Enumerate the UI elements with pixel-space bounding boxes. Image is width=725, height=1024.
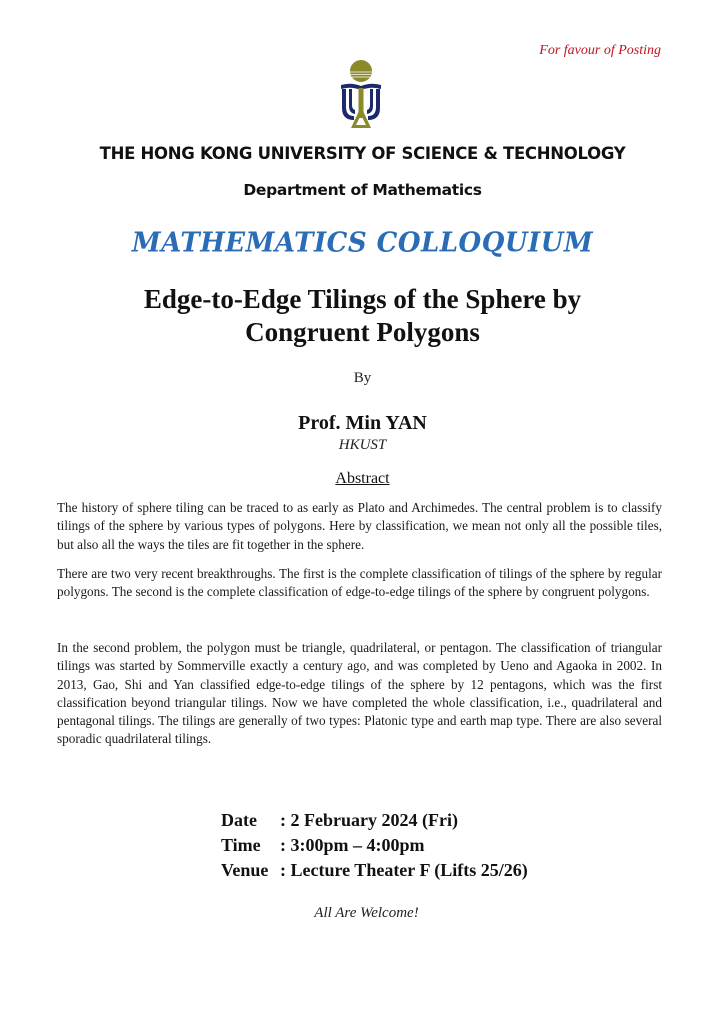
event-details: [221, 808, 528, 883]
welcome-note: All Are Welcome!: [314, 905, 419, 921]
hkust-logo-icon: [337, 58, 385, 130]
time-label: Time: [221, 835, 261, 855]
university-name: THE HONG KONG UNIVERSITY OF SCIENCE & TECHNOLOGY: [99, 144, 626, 163]
talk-title: [0, 283, 725, 349]
by-label: By: [353, 370, 372, 386]
time-value: : 3:00pm – 4:00pm: [280, 835, 425, 855]
venue-row: [221, 858, 528, 883]
posting-note: For favour of Posting: [539, 43, 661, 58]
department-name: Department of Mathematics: [243, 181, 482, 199]
time-row: [221, 833, 528, 858]
talk-title-line1: Edge-to-Edge Tilings of the Sphere by: [143, 284, 582, 314]
date-value: : 2 February 2024 (Fri): [280, 810, 458, 830]
speaker-affiliation: HKUST: [338, 437, 387, 453]
abstract-paragraph-2: There are two very recent breakthroughs. The first is the complete classification of tilings of the sphere by regular polygons. The second is the complete classification of edge-to-edge tilings of the sphere by congruent polygons.: [57, 566, 662, 600]
venue-value: : Lecture Theater F (Lifts 25/26): [280, 860, 528, 880]
talk-title-line2: Congruent Polygons: [245, 317, 480, 347]
speaker-name: Prof. Min YAN: [298, 412, 427, 434]
abstract-heading: Abstract: [335, 470, 390, 487]
venue-label: Venue: [221, 860, 269, 880]
abstract-paragraph-3: In the second problem, the polygon must be triangle, quadrilateral, or pentagon. The classification of triangular tilings was started by Sommerville exactly a century ago, and was completed by Ueno and Agaoka in 2002. In 2013, Gao, Shi and Yan classified edge-to-edge tilings of the sphere by 12 pentagons, which was the first classification beyond triangular tilings. Now we have completed the whole classification, i.e., quadrilateral and pentagonal tilings. The tilings are generally of two types: Platonic type and earth map type. There are also several sporadic quadrilateral tilings.: [57, 640, 662, 747]
date-row: [221, 808, 528, 833]
series-title: MATHEMATICS COLLOQUIUM: [131, 227, 594, 259]
abstract-paragraph-1: The history of sphere tiling can be traced to as early as Plato and Archimedes. The central problem is to classify tilings of the sphere by various types of polygons. Here by classification, we mean not only all the possible tiles, but also all the ways the tiles are fit together in the sphere.: [57, 500, 662, 552]
date-label: Date: [221, 810, 257, 830]
